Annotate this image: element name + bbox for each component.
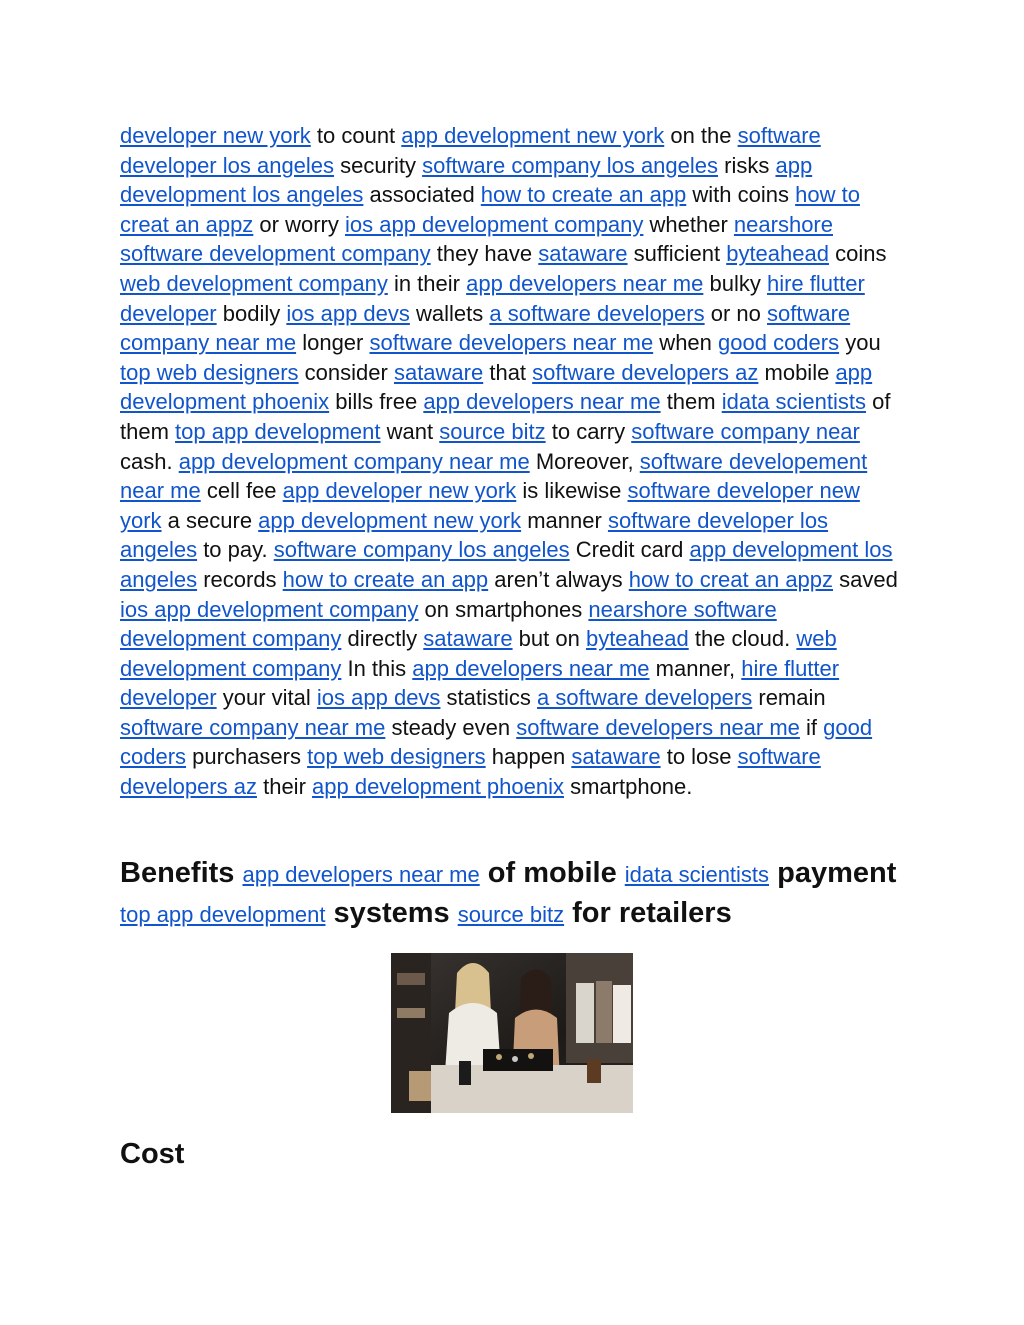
inline-link[interactable]: hire flutter developer (120, 270, 865, 326)
inline-text: want (380, 418, 440, 444)
retail-payment-photo (391, 953, 633, 1113)
inline-text: purchasers (186, 744, 308, 770)
inline-text: their (256, 774, 313, 800)
inline-text: coins (828, 241, 887, 267)
inline-link[interactable]: top app development (120, 902, 326, 927)
inline-link[interactable]: idata scientists (721, 389, 867, 415)
inline-text: saved (833, 566, 898, 592)
inline-link[interactable]: software company near me (120, 300, 851, 356)
inline-text: of mobile (479, 857, 625, 889)
inline-link[interactable]: app development new york (258, 507, 522, 533)
inline-link[interactable]: good coders (718, 330, 840, 356)
inline-text: systems (325, 897, 458, 929)
inline-link[interactable]: software developer los angeles (120, 123, 821, 178)
inline-text: to lose (660, 744, 738, 770)
inline-text: them (660, 389, 722, 415)
inline-text: directly (341, 626, 424, 652)
inline-link[interactable]: top app development (175, 418, 381, 444)
inline-text: happen (485, 744, 572, 770)
inline-link[interactable]: software company los angeles (273, 537, 570, 563)
inline-text: cash. (120, 448, 179, 474)
inline-text: is likewise (516, 478, 628, 504)
inline-text: you (839, 330, 881, 356)
inline-text: payment (769, 857, 897, 889)
inline-text: longer (296, 330, 370, 356)
inline-link[interactable]: ios app development company (120, 596, 419, 622)
inline-link[interactable]: how to creat an appz (628, 566, 834, 592)
inline-text: records (197, 566, 283, 592)
inline-link[interactable]: web development company (120, 270, 388, 296)
inline-link[interactable]: app development phoenix (312, 774, 564, 800)
inline-link[interactable]: developer new york (120, 123, 311, 148)
inline-text: wallets (409, 300, 490, 326)
inline-link[interactable]: software developement near me (120, 448, 868, 504)
inline-link[interactable]: byteahead (585, 626, 689, 652)
inline-text: if (799, 714, 824, 740)
inline-text: bodily (216, 300, 287, 326)
inline-link[interactable]: how to creat an appz (120, 182, 860, 237)
inline-text: with coins (686, 182, 796, 208)
inline-text: smartphone. (563, 774, 693, 800)
inline-text: cell fee (200, 478, 283, 504)
inline-link[interactable]: software developers az (120, 744, 821, 800)
inline-link[interactable]: app development new york (401, 123, 665, 148)
inline-link[interactable]: app development los angeles (120, 152, 813, 208)
inline-text: your vital (216, 685, 317, 711)
inline-link[interactable]: good coders (120, 714, 873, 770)
inline-text: Moreover, (529, 448, 640, 474)
inline-link[interactable]: hire flutter developer (120, 655, 840, 711)
inline-link[interactable]: app development company near me (178, 448, 530, 474)
inline-link[interactable]: nearshore software development company (120, 596, 777, 652)
inline-link[interactable]: software company near (631, 418, 860, 444)
inline-link[interactable]: software developer los angeles (120, 507, 829, 563)
inline-link[interactable]: top web designers (120, 359, 299, 385)
inline-link[interactable]: ios app development company (345, 211, 644, 237)
inline-text: or no (704, 300, 767, 326)
inline-link[interactable]: software developers near me (516, 714, 800, 740)
inline-text: to count (310, 123, 402, 148)
inline-link[interactable]: app development phoenix (120, 359, 873, 415)
inline-link[interactable]: software company los angeles (422, 152, 719, 178)
inline-text: associated (363, 182, 481, 208)
inline-link[interactable]: how to create an app (480, 182, 687, 208)
inline-link[interactable]: software developers az (532, 359, 759, 385)
inline-link[interactable]: sataware (423, 626, 513, 652)
inline-text: a secure (161, 507, 259, 533)
inline-text: remain (752, 685, 826, 711)
inline-text: mobile (758, 359, 836, 385)
inline-text: bills free (329, 389, 424, 415)
inline-link[interactable]: source bitz (457, 902, 565, 927)
inline-text: of them (120, 389, 891, 444)
inline-link[interactable]: app development los angeles (120, 537, 893, 592)
inline-link[interactable]: ios app devs (286, 300, 410, 326)
inline-text: security (334, 152, 423, 178)
inline-link[interactable]: app developers near me (242, 862, 480, 887)
inline-text: but on (512, 626, 586, 652)
inline-link[interactable]: software developers near me (369, 330, 654, 356)
inline-link[interactable]: web development company (120, 626, 837, 681)
inline-text: steady even (385, 714, 517, 740)
inline-link[interactable]: app developer new york (282, 478, 517, 504)
inline-text: manner (521, 507, 608, 533)
inline-text: in their (387, 270, 467, 296)
inline-link[interactable]: a software developers (489, 300, 705, 326)
inline-link[interactable]: top web designers (307, 744, 486, 770)
photo-illustration (391, 953, 633, 1113)
inline-link[interactable]: app developers near me (423, 389, 661, 415)
inline-text: on smartphones (418, 596, 589, 622)
inline-link[interactable]: how to create an app (282, 566, 489, 592)
inline-link[interactable]: app developers near me (466, 270, 704, 296)
inline-text: whether (643, 211, 734, 237)
inline-text: or worry (253, 211, 345, 237)
inline-text: statistics (440, 685, 538, 711)
section-heading-cost: Cost (120, 1138, 185, 1170)
inline-text: they have (430, 241, 539, 267)
inline-text: sufficient (627, 241, 727, 267)
inline-link[interactable]: idata scientists (624, 862, 770, 887)
inline-link[interactable]: nearshore software development company (120, 211, 833, 267)
inline-text: that (483, 359, 533, 385)
inline-text: when (653, 330, 719, 356)
inline-link[interactable]: sataware (538, 241, 628, 267)
inline-link[interactable]: app developers near me (412, 655, 650, 681)
inline-text: to pay. (197, 537, 274, 563)
inline-text: aren’t always (488, 566, 629, 592)
inline-link[interactable]: software developer new york (120, 478, 860, 533)
inline-link[interactable]: a software developers (537, 685, 753, 711)
inline-text: Benefits (120, 857, 243, 889)
inline-link[interactable]: sataware (571, 744, 661, 770)
inline-text: Credit card (569, 537, 690, 563)
body-paragraph (120, 121, 904, 802)
inline-text: for retailers (564, 897, 732, 929)
inline-link[interactable]: byteahead (726, 241, 829, 267)
inline-text: consider (298, 359, 394, 385)
inline-link[interactable]: software company near me (120, 714, 386, 740)
inline-text: In this (341, 655, 413, 681)
inline-text: manner, (649, 655, 742, 681)
inline-link[interactable]: source bitz (439, 418, 546, 444)
inline-text: on the (664, 123, 738, 148)
inline-link[interactable]: sataware (393, 359, 484, 385)
section-heading-benefits (120, 854, 920, 934)
inline-text: risks (718, 152, 776, 178)
inline-link[interactable]: ios app devs (316, 685, 441, 711)
inline-text: the cloud. (688, 626, 797, 652)
inline-text: bulky (703, 270, 767, 296)
inline-text: to carry (545, 418, 632, 444)
